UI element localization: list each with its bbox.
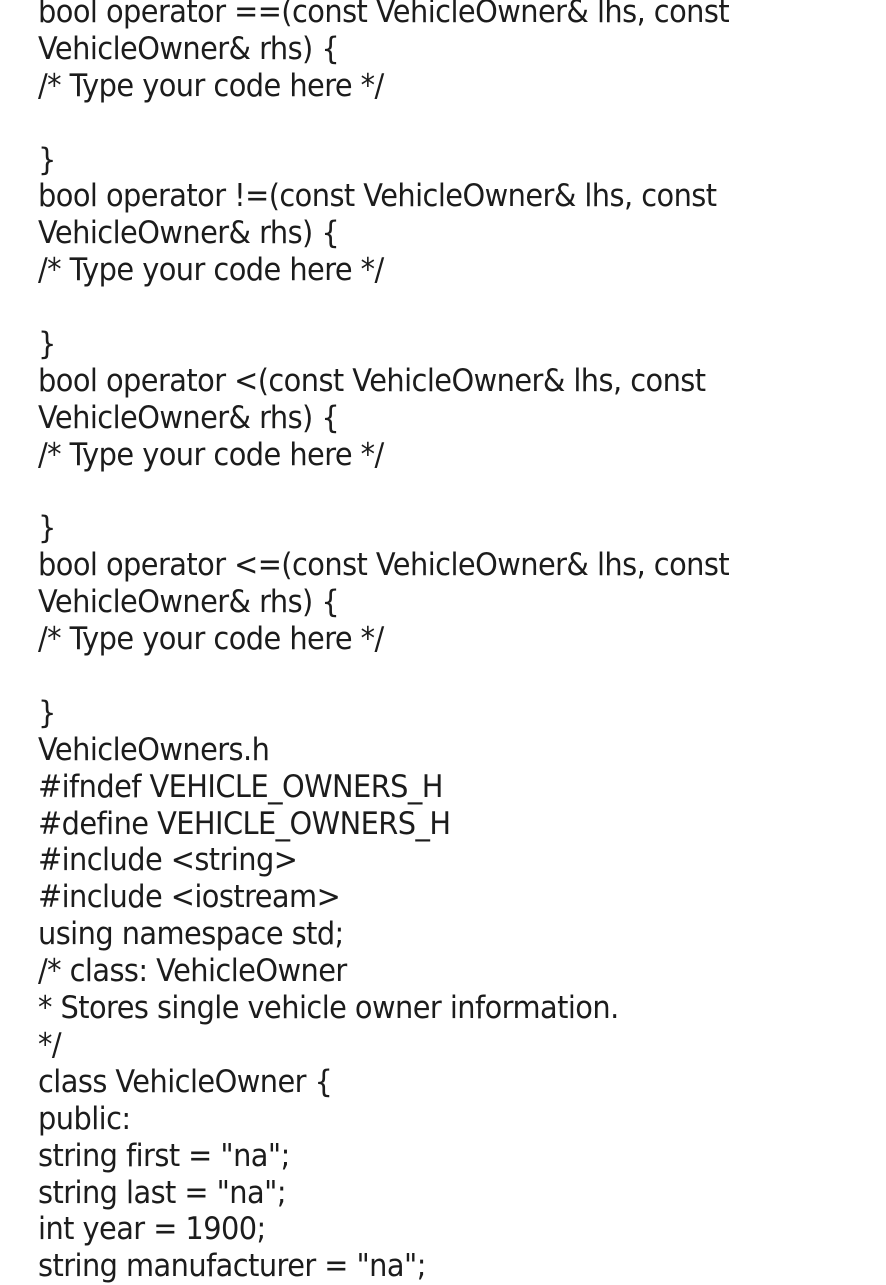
code-line: VehicleOwner& rhs) { — [38, 215, 340, 252]
code-line: VehicleOwner& rhs) { — [38, 399, 340, 436]
code-line — [38, 474, 819, 511]
code-line: VehicleOwner& rhs) { — [38, 30, 340, 67]
code-line: class VehicleOwner { — [38, 1063, 333, 1100]
code-line: */ — [38, 1026, 62, 1063]
code-line: } — [38, 326, 56, 363]
code-line: #define VEHICLE_OWNERS_H — [38, 805, 451, 842]
code-line: /* class: VehicleOwner — [38, 953, 347, 990]
code-line: #ifndef VEHICLE_OWNERS_H — [38, 768, 443, 805]
code-line: string last = "na"; — [38, 1174, 286, 1211]
code-line: * Stores single vehicle owner information. — [38, 990, 619, 1027]
code-line: } — [38, 694, 56, 731]
code-line: public: — [38, 1100, 131, 1137]
code-line — [38, 105, 819, 142]
code-line: bool operator ==(const VehicleOwner& lhs, const — [38, 0, 730, 30]
code-line: bool operator !=(const VehicleOwner& lhs, const — [38, 178, 717, 215]
code-document — [38, 0, 819, 1285]
code-line: string first = "na"; — [38, 1137, 290, 1174]
code-line — [38, 289, 819, 326]
code-line: /* Type your code here */ — [38, 67, 384, 104]
code-line: bool operator <(const VehicleOwner& lhs, const — [38, 362, 706, 399]
code-line: VehicleOwner& rhs) { — [38, 584, 340, 621]
code-line: /* Type your code here */ — [38, 436, 384, 473]
code-line: string manufacturer = "na"; — [38, 1248, 426, 1285]
code-line — [38, 658, 819, 695]
code-line: int year = 1900; — [38, 1211, 266, 1248]
code-line: #include <iostream> — [38, 879, 341, 916]
code-line: VehicleOwners.h — [38, 731, 270, 768]
code-line: /* Type your code here */ — [38, 621, 384, 658]
code-line: } — [38, 141, 56, 178]
code-line: #include <string> — [38, 842, 298, 879]
code-line: /* Type your code here */ — [38, 252, 384, 289]
code-line: } — [38, 510, 56, 547]
code-line: using namespace std; — [38, 916, 344, 953]
code-line: bool operator <=(const VehicleOwner& lhs, const — [38, 547, 730, 584]
